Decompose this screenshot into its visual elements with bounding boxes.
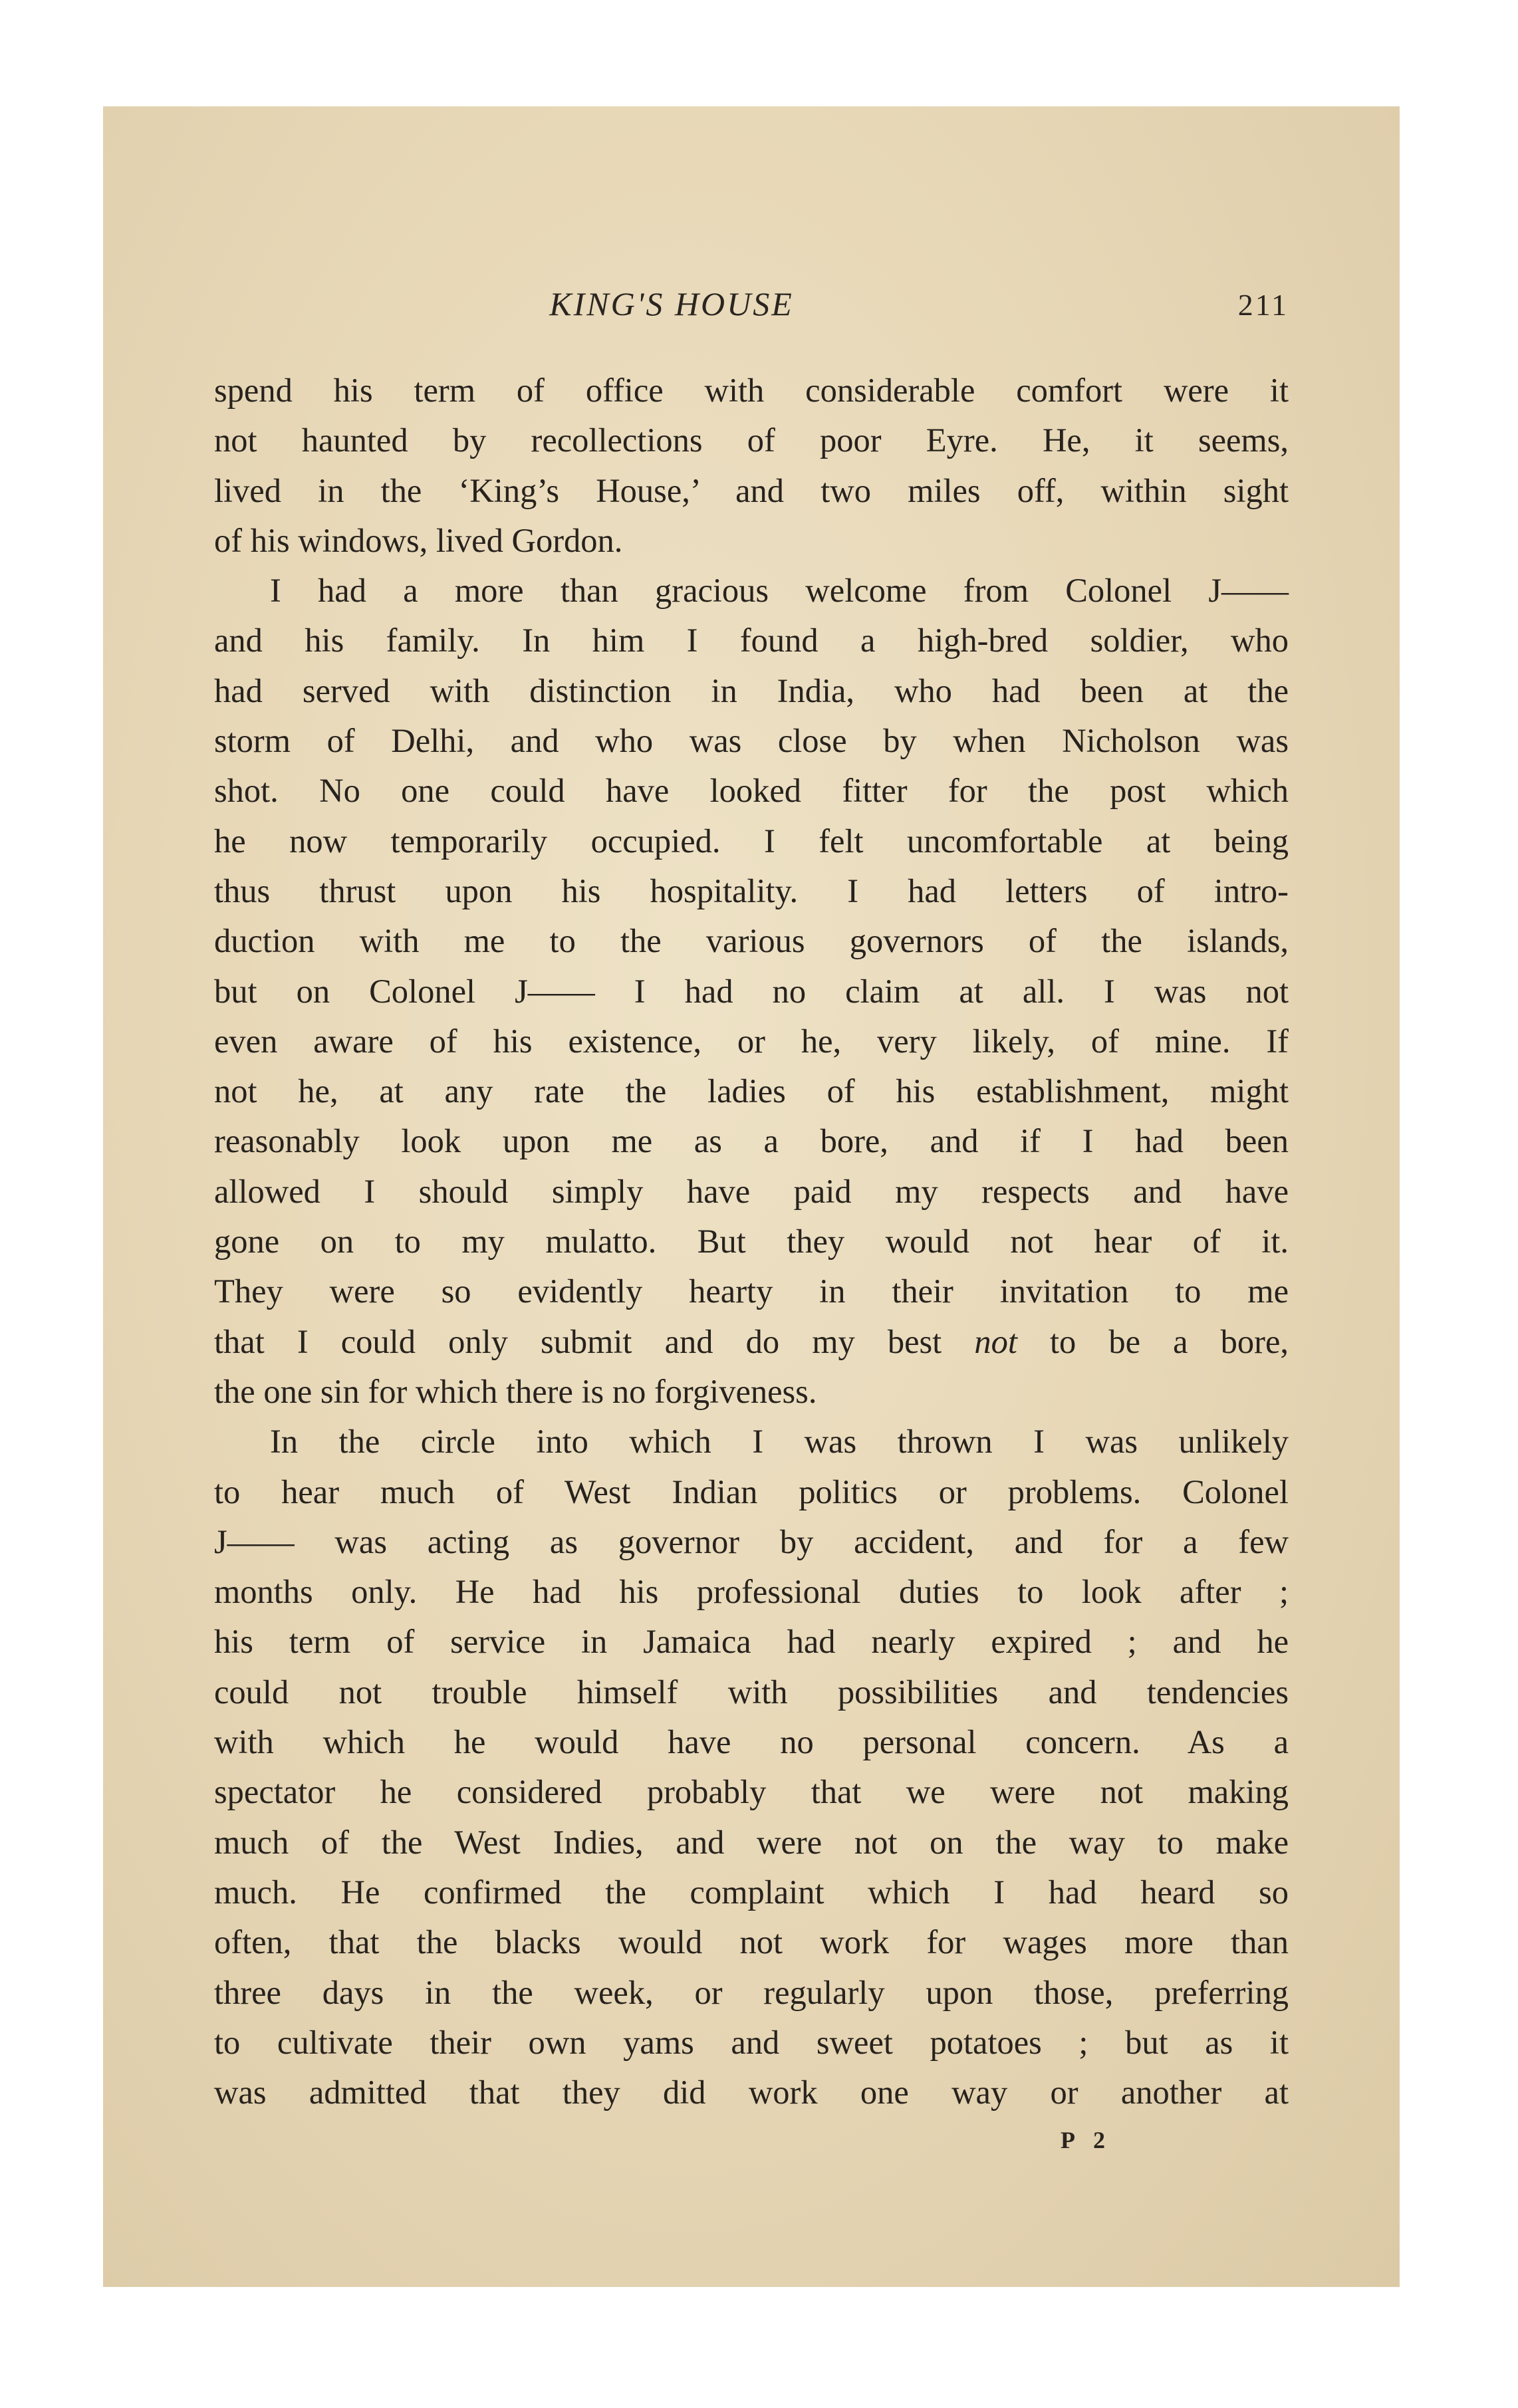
text-line: he now temporarily occupied. I felt uncomfortable at being <box>214 822 1289 860</box>
emphasis: not <box>974 1322 1017 1360</box>
text-line: often, that the blacks would not work for wages more than <box>214 1923 1289 1961</box>
page-number: 211 <box>1237 288 1289 322</box>
text-line: storm of Delhi, and who was close by when Nicholson was <box>214 722 1289 760</box>
text-line: They were so evidently hearty in their invitation to me <box>214 1272 1289 1310</box>
text-line: not he, at any rate the ladies of his establishment, might <box>214 1072 1289 1110</box>
text-line: to cultivate their own yams and sweet potatoes ; but as it <box>214 2023 1289 2061</box>
text-line: duction with me to the various governors of the islands, <box>214 922 1289 960</box>
book-page <box>103 106 1400 2287</box>
body-text <box>214 366 1289 2117</box>
text-line: spend his term of office with considerable comfort were it <box>214 372 1289 409</box>
text-line: the one sin for which there is no forgiveness. <box>214 1372 817 1410</box>
text-line: shot. No one could have looked fitter for the post which <box>214 772 1289 810</box>
text-line: not haunted by recollections of poor Eyre. He, it seems, <box>214 421 1289 459</box>
text-line: his term of service in Jamaica had nearly expired ; and he <box>214 1623 1289 1661</box>
signature-mark: P 2 <box>1061 2127 1112 2153</box>
text-line: thus thrust upon his hospitality. I had letters of intro- <box>214 872 1289 909</box>
text-line: In the circle into which I was thrown I was unlikely <box>270 1423 1289 1461</box>
text-line: and his family. In him I found a high-bred soldier, who <box>214 622 1289 660</box>
text-line: J—— was acting as governor by accident, and for a few <box>214 1522 1289 1560</box>
text-line: could not trouble himself with possibilities and tendencies <box>214 1673 1289 1711</box>
running-title: KING'S HOUSE <box>549 285 794 322</box>
text-line: much. He confirmed the complaint which I had heard so <box>214 1873 1289 1911</box>
text-line: lived in the ‘King’s House,’ and two miles off, within sight <box>214 471 1289 509</box>
text-line: much of the West Indies, and were not on the way to make <box>214 1823 1289 1861</box>
text-line: three days in the week, or regularly upon those, preferring <box>214 1973 1289 2011</box>
text-line: to hear much of West Indian politics or problems. Colonel <box>214 1473 1289 1510</box>
text-line: of his windows, lived Gordon. <box>214 521 623 559</box>
text-line: months only. He had his professional duties to look after ; <box>214 1573 1289 1611</box>
text-line: allowed I should simply have paid my respects and have <box>214 1172 1289 1210</box>
text-line: was admitted that they did work one way or another at <box>214 2074 1289 2111</box>
text-line: I had a more than gracious welcome from Colonel J—— <box>270 572 1289 610</box>
text-line: spectator he considered probably that we were not making <box>214 1773 1289 1811</box>
text-line: even aware of his existence, or he, very likely, of mine. If <box>214 1022 1289 1060</box>
text-line: reasonably look upon me as a bore, and if I had been <box>214 1122 1289 1160</box>
text-line: but on Colonel J—— I had no claim at all. I was not <box>214 972 1289 1010</box>
text-line: had served with distinction in India, who had been at the <box>214 671 1289 709</box>
running-head <box>214 285 1289 324</box>
text-line: with which he would have no personal concern. As a <box>214 1723 1289 1761</box>
text-line: that I could only submit and do my best not to be a bore, <box>214 1322 1289 1360</box>
text-line: gone on to my mulatto. But they would not hear of it. <box>214 1223 1289 1261</box>
